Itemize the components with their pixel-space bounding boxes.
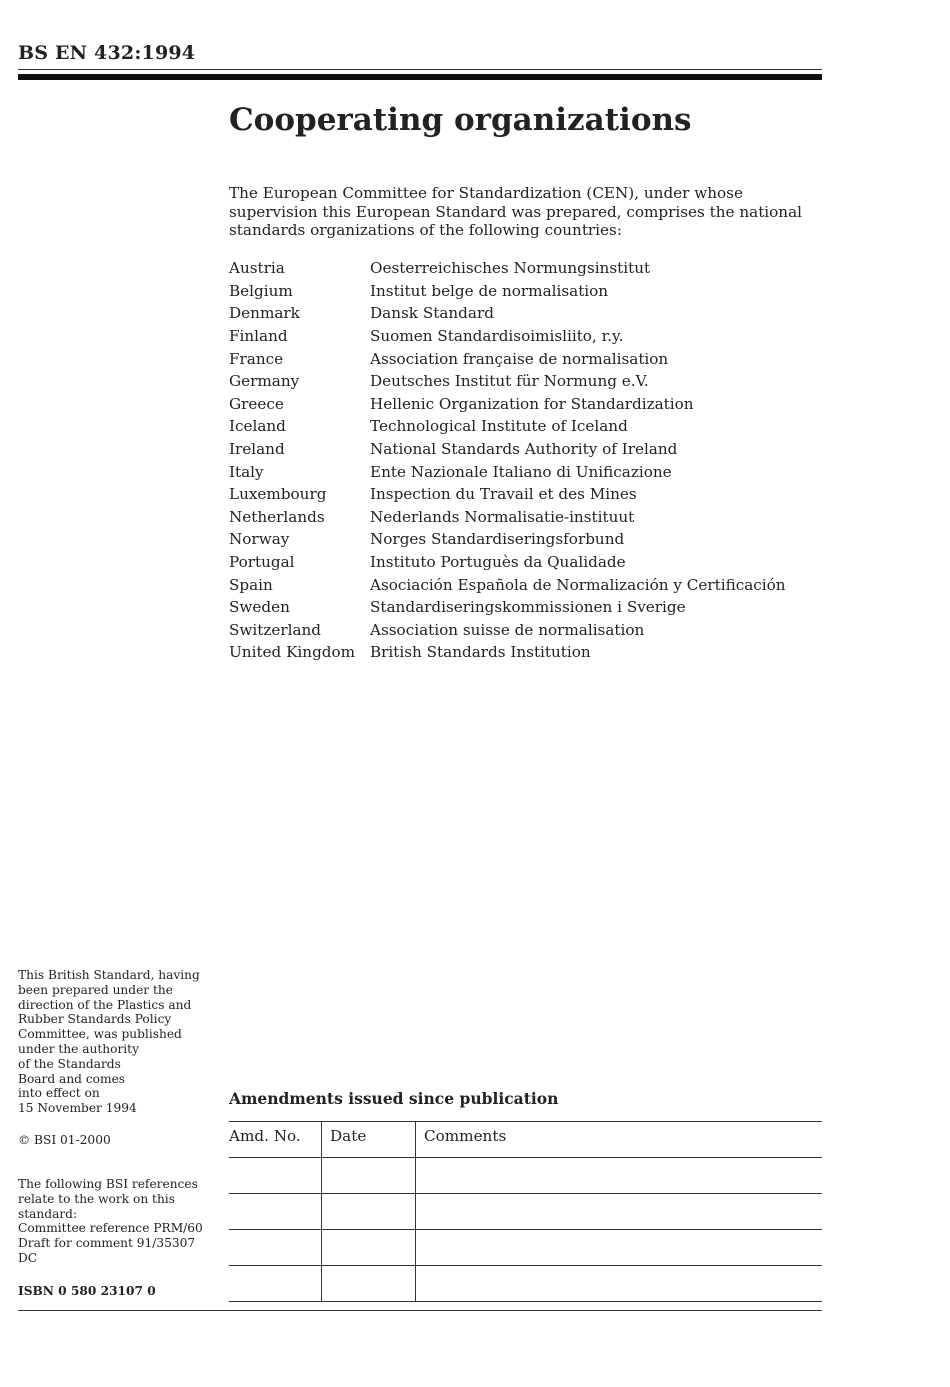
organization-row: [229, 506, 786, 529]
amendment-row: [229, 1194, 822, 1230]
publication-note: [18, 968, 218, 1116]
country-name: United Kingdom: [229, 643, 356, 662]
country-name: Sweden: [229, 598, 290, 617]
organization-row: [229, 573, 786, 596]
amendment-row: [229, 1158, 822, 1194]
isbn: ISBN 0 580 23107 0: [18, 1284, 156, 1298]
organization-name: Oesterreichisches Normungsinstitut: [370, 259, 651, 278]
organization-name: National Standards Authority of Ireland: [370, 440, 678, 459]
comments-cell: [416, 1194, 823, 1230]
organization-name: Deutsches Institut für Normung e.V.: [370, 372, 649, 391]
organization-name: Association française de normalisation: [370, 349, 669, 368]
publication-note-line: under the authority: [18, 1041, 139, 1056]
organization-row: [229, 393, 786, 416]
organization-name: Dansk Standard: [370, 304, 494, 323]
organization-row: [229, 619, 786, 642]
page-title: Cooperating organizations: [229, 102, 692, 138]
organization-name: Technological Institute of Iceland: [370, 417, 628, 436]
comments-cell: [416, 1230, 823, 1266]
organization-name: Institut belge de normalisation: [370, 281, 609, 300]
publication-note-line: Rubber Standards Policy: [18, 1012, 172, 1027]
organization-row: [229, 438, 786, 461]
amd-no-cell: [229, 1266, 322, 1302]
country-name: Portugal: [229, 553, 295, 572]
country-name: Germany: [229, 372, 300, 391]
organization-name: Asociación Española de Normalización y Certificación: [370, 575, 786, 594]
intro-paragraph: The European Committee for Standardization (CEN), under whose supervision this European Standard was prepared, comprises the national standards organizations of the following countries:: [229, 184, 803, 239]
country-name: Austria: [229, 259, 285, 278]
column-header-date: Date: [322, 1122, 416, 1158]
publication-note-line: been prepared under the: [18, 982, 173, 997]
country-name: Italy: [229, 462, 264, 481]
comments-cell: [416, 1266, 823, 1302]
country-name: Greece: [229, 394, 284, 413]
document-code: BS EN 432:1994: [18, 42, 196, 64]
reference-note-line: Committee reference PRM/60: [18, 1221, 203, 1236]
publication-note-line: This British Standard, having: [18, 968, 200, 982]
organizations-table: [229, 257, 786, 664]
country-name: Iceland: [229, 417, 286, 436]
amd-no-cell: [229, 1158, 322, 1194]
organization-name: Hellenic Organization for Standardization: [370, 394, 694, 413]
country-name: Luxembourg: [229, 485, 327, 504]
organization-row: [229, 257, 786, 280]
date-cell: [322, 1194, 416, 1230]
publication-note-line: into effect on: [18, 1086, 100, 1101]
amendments-title: Amendments issued since publication: [229, 1089, 559, 1108]
country-name: Switzerland: [229, 620, 322, 639]
organization-name: Instituto Portuguès da Qualidade: [370, 553, 626, 572]
header-rule-thick: [18, 74, 822, 80]
publication-note-line: Committee, was published: [18, 1027, 182, 1042]
publication-note-line: of the Standards: [18, 1056, 121, 1071]
organization-row: [229, 460, 786, 483]
organization-name: British Standards Institution: [370, 643, 591, 662]
organization-name: Inspection du Travail et des Mines: [370, 485, 637, 504]
organization-row: [229, 347, 786, 370]
organization-row: [229, 641, 786, 664]
organization-row: [229, 280, 786, 303]
organization-row: [229, 596, 786, 619]
amd-no-cell: [229, 1194, 322, 1230]
bsi-references-note: [18, 1177, 218, 1266]
country-name: Spain: [229, 575, 273, 594]
organization-name: Nederlands Normalisatie-instituut: [370, 507, 635, 526]
organization-row: [229, 325, 786, 348]
country-name: Belgium: [229, 281, 293, 300]
publication-note-line: 15 November 1994: [18, 1101, 137, 1116]
reference-note-line: The following BSI references: [18, 1177, 198, 1191]
country-name: Netherlands: [229, 507, 325, 526]
country-name: Ireland: [229, 440, 285, 459]
column-header-amd-no: Amd. No.: [229, 1122, 322, 1158]
reference-note-line: Draft for comment 91/35307 DC: [18, 1236, 196, 1265]
reference-note-line: relate to the work on this: [18, 1191, 175, 1206]
country-name: Finland: [229, 327, 288, 346]
reference-note-line: standard:: [18, 1206, 78, 1221]
organization-name: Ente Nazionale Italiano di Unificazione: [370, 462, 672, 481]
amendment-row: [229, 1230, 822, 1266]
amendments-table: [229, 1121, 822, 1302]
footer-rule: [18, 1310, 822, 1311]
organization-name: Norges Standardiseringsforbund: [370, 530, 625, 549]
organization-row: [229, 415, 786, 438]
country-name: Norway: [229, 530, 290, 549]
header-rule-thin: [18, 69, 822, 70]
date-cell: [322, 1230, 416, 1266]
organization-row: [229, 370, 786, 393]
amd-no-cell: [229, 1230, 322, 1266]
country-name: France: [229, 349, 284, 368]
organization-name: Association suisse de normalisation: [370, 620, 645, 639]
organization-name: Suomen Standardisoimisliito, r.y.: [370, 327, 624, 346]
publication-note-line: Board and comes: [18, 1071, 126, 1086]
organization-row: [229, 551, 786, 574]
organization-name: Standardiseringskommissionen i Sverige: [370, 598, 686, 617]
copyright-note: © BSI 01-2000: [18, 1133, 111, 1147]
amendments-header-row: [229, 1122, 822, 1158]
date-cell: [322, 1266, 416, 1302]
column-header-comments: Comments: [416, 1122, 823, 1158]
publication-note-line: direction of the Plastics and: [18, 997, 192, 1012]
organization-row: [229, 483, 786, 506]
date-cell: [322, 1158, 416, 1194]
country-name: Denmark: [229, 304, 300, 323]
comments-cell: [416, 1158, 823, 1194]
organization-row: [229, 302, 786, 325]
amendment-row: [229, 1266, 822, 1302]
organization-row: [229, 528, 786, 551]
